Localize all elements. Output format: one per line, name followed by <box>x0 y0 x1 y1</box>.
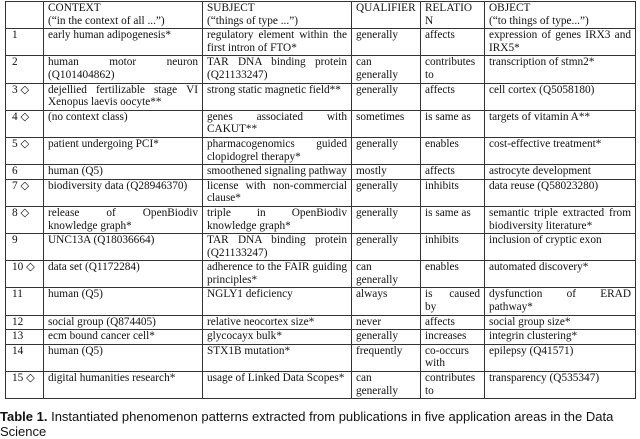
cell-index: 3 ◇ <box>6 83 44 110</box>
cell-relation: affects <box>421 83 485 110</box>
cell-index: 11 <box>6 288 44 315</box>
cell-relation: co-occurs with <box>421 344 485 371</box>
cell-relation: enables <box>421 137 485 164</box>
header-title: CONTEXT <box>48 2 101 14</box>
cell-qualifier: generally <box>352 206 421 233</box>
cell-context: early human adipogenesis* <box>44 29 203 56</box>
cell-relation: is caused by <box>421 288 485 315</box>
cell-qualifier: generally <box>352 83 421 110</box>
cell-context: release of OpenBiodiv knowledge graph* <box>44 206 203 233</box>
cell-qualifier: generally <box>352 29 421 56</box>
table-header-row <box>6 2 636 29</box>
cell-context: data set (Q1172284) <box>44 261 203 288</box>
cell-index: 8 ◇ <box>6 206 44 233</box>
cell-object: data reuse (Q58023280) <box>485 179 636 206</box>
cell-subject: usage of Linked Data Scopes* <box>203 372 352 399</box>
cell-object: inclusion of cryptic exon <box>485 234 636 261</box>
header-index <box>6 2 44 29</box>
table-row <box>6 179 636 206</box>
cell-object: astrocyte development <box>485 165 636 180</box>
table-row <box>6 56 636 83</box>
cell-qualifier: always <box>352 288 421 315</box>
cell-object: integrin clustering* <box>485 330 636 345</box>
table-row <box>6 330 636 345</box>
cell-context: digital humanities research* <box>44 372 203 399</box>
table-caption <box>0 409 635 439</box>
cell-index: 15 ◇ <box>6 372 44 399</box>
cell-object: epilepsy (Q41571) <box>485 344 636 371</box>
cell-relation: affects <box>421 165 485 180</box>
cell-subject: genes associated with CAKUT** <box>203 110 352 137</box>
cell-subject: relative neocortex size* <box>203 315 352 330</box>
cell-subject: glycocayx bulk* <box>203 330 352 345</box>
cell-index: 10 ◇ <box>6 261 44 288</box>
cell-object: semantic triple extracted from biodiversity literature* <box>485 206 636 233</box>
table-row <box>6 261 636 288</box>
cell-subject: strong static magnetic field** <box>203 83 352 110</box>
cell-qualifier: generally <box>352 330 421 345</box>
cell-relation: increases <box>421 330 485 345</box>
header-qualifier <box>352 2 421 29</box>
cell-object: social group size* <box>485 315 636 330</box>
cell-context: human (Q5) <box>44 344 203 371</box>
cell-relation: contributes to <box>421 56 485 83</box>
cell-object: targets of vitamin A** <box>485 110 636 137</box>
cell-index: 5 ◇ <box>6 137 44 164</box>
cell-subject: license with non-commercial clause* <box>203 179 352 206</box>
header-subject <box>203 2 352 29</box>
cell-index: 13 <box>6 330 44 345</box>
cell-index: 2 <box>6 56 44 83</box>
cell-context: human (Q5) <box>44 288 203 315</box>
table-row <box>6 83 636 110</box>
cell-context: (no context class) <box>44 110 203 137</box>
cell-subject: NGLY1 deficiency <box>203 288 352 315</box>
cell-relation: is same as <box>421 110 485 137</box>
cell-subject: adherence to the FAIR guiding principles* <box>203 261 352 288</box>
table-row <box>6 344 636 371</box>
table-row <box>6 234 636 261</box>
cell-qualifier: can generally <box>352 372 421 399</box>
cell-object: transcription of stmn2* <box>485 56 636 83</box>
cell-subject: TAR DNA binding protein (Q21133247) <box>203 234 352 261</box>
patterns-table <box>5 1 636 399</box>
header-context <box>44 2 203 29</box>
table-row <box>6 165 636 180</box>
cell-relation: affects <box>421 315 485 330</box>
table-row <box>6 206 636 233</box>
cell-subject: TAR DNA binding protein (Q21133247) <box>203 56 352 83</box>
caption-text: Instantiated phenomenon patterns extracted from publications in five application areas in the Data Science <box>0 409 614 439</box>
table-row <box>6 137 636 164</box>
header-subtitle <box>10 15 39 28</box>
cell-subject: triple in OpenBiodiv knowledge graph* <box>203 206 352 233</box>
cell-relation: inhibits <box>421 179 485 206</box>
header-title: QUALIFIER <box>356 2 416 14</box>
cell-object: automated discovery* <box>485 261 636 288</box>
cell-context: dejellied fertilizable stage VI Xenopus laevis oocyte** <box>44 83 203 110</box>
cell-subject: STX1B mutation* <box>203 344 352 371</box>
cell-index: 12 <box>6 315 44 330</box>
cell-context: patient undergoing PCI* <box>44 137 203 164</box>
cell-qualifier: generally <box>352 234 421 261</box>
cell-index: 1 <box>6 29 44 56</box>
cell-qualifier: can generally <box>352 56 421 83</box>
cell-qualifier: can generally <box>352 261 421 288</box>
table-row <box>6 372 636 399</box>
cell-context: biodiversity data (Q28946370) <box>44 179 203 206</box>
cell-qualifier: never <box>352 315 421 330</box>
cell-index: 9 <box>6 234 44 261</box>
header-title: SUBJECT <box>207 2 255 14</box>
cell-object: dysfunction of ERAD pathway* <box>485 288 636 315</box>
header-relation <box>421 2 485 29</box>
cell-qualifier: sometimes <box>352 110 421 137</box>
cell-object: cost-effective treatment* <box>485 137 636 164</box>
cell-index: 4 ◇ <box>6 110 44 137</box>
table-row <box>6 110 636 137</box>
cell-index: 14 <box>6 344 44 371</box>
header-subtitle: (“things of type ...”) <box>207 14 298 27</box>
header-subtitle: (“in the context of all ...”) <box>48 14 165 27</box>
cell-context: human (Q5) <box>44 165 203 180</box>
cell-object: expression of genes IRX3 and IRX5* <box>485 29 636 56</box>
header-title: OBJECT <box>489 2 531 14</box>
cell-relation: enables <box>421 261 485 288</box>
header-title <box>10 2 39 15</box>
cell-qualifier: generally <box>352 179 421 206</box>
cell-relation: contributes to <box>421 372 485 399</box>
table-row <box>6 315 636 330</box>
cell-subject: regulatory element within the first intron of FTO* <box>203 29 352 56</box>
cell-index: 6 <box>6 165 44 180</box>
cell-subject: pharmacogenomics guided clopidogrel therapy* <box>203 137 352 164</box>
cell-qualifier: generally <box>352 137 421 164</box>
header-title: RELATION <box>425 2 473 27</box>
cell-qualifier: mostly <box>352 165 421 180</box>
cell-object: transparency (Q535347) <box>485 372 636 399</box>
table-row <box>6 29 636 56</box>
cell-relation: affects <box>421 29 485 56</box>
cell-context: ecm bound cancer cell* <box>44 330 203 345</box>
cell-context: social group (Q874405) <box>44 315 203 330</box>
header-subtitle: (“to things of type...”) <box>489 14 589 27</box>
cell-object: cell cortex (Q5058180) <box>485 83 636 110</box>
caption-label: Table 1. <box>0 409 48 425</box>
cell-relation: is same as <box>421 206 485 233</box>
cell-context: UNC13A (Q18036664) <box>44 234 203 261</box>
header-object <box>485 2 636 29</box>
cell-qualifier: frequently <box>352 344 421 371</box>
cell-context: human motor neuron (Q101404862) <box>44 56 203 83</box>
cell-relation: inhibits <box>421 234 485 261</box>
cell-subject: smoothened signaling pathway <box>203 165 352 180</box>
cell-index: 7 ◇ <box>6 179 44 206</box>
table-row <box>6 288 636 315</box>
